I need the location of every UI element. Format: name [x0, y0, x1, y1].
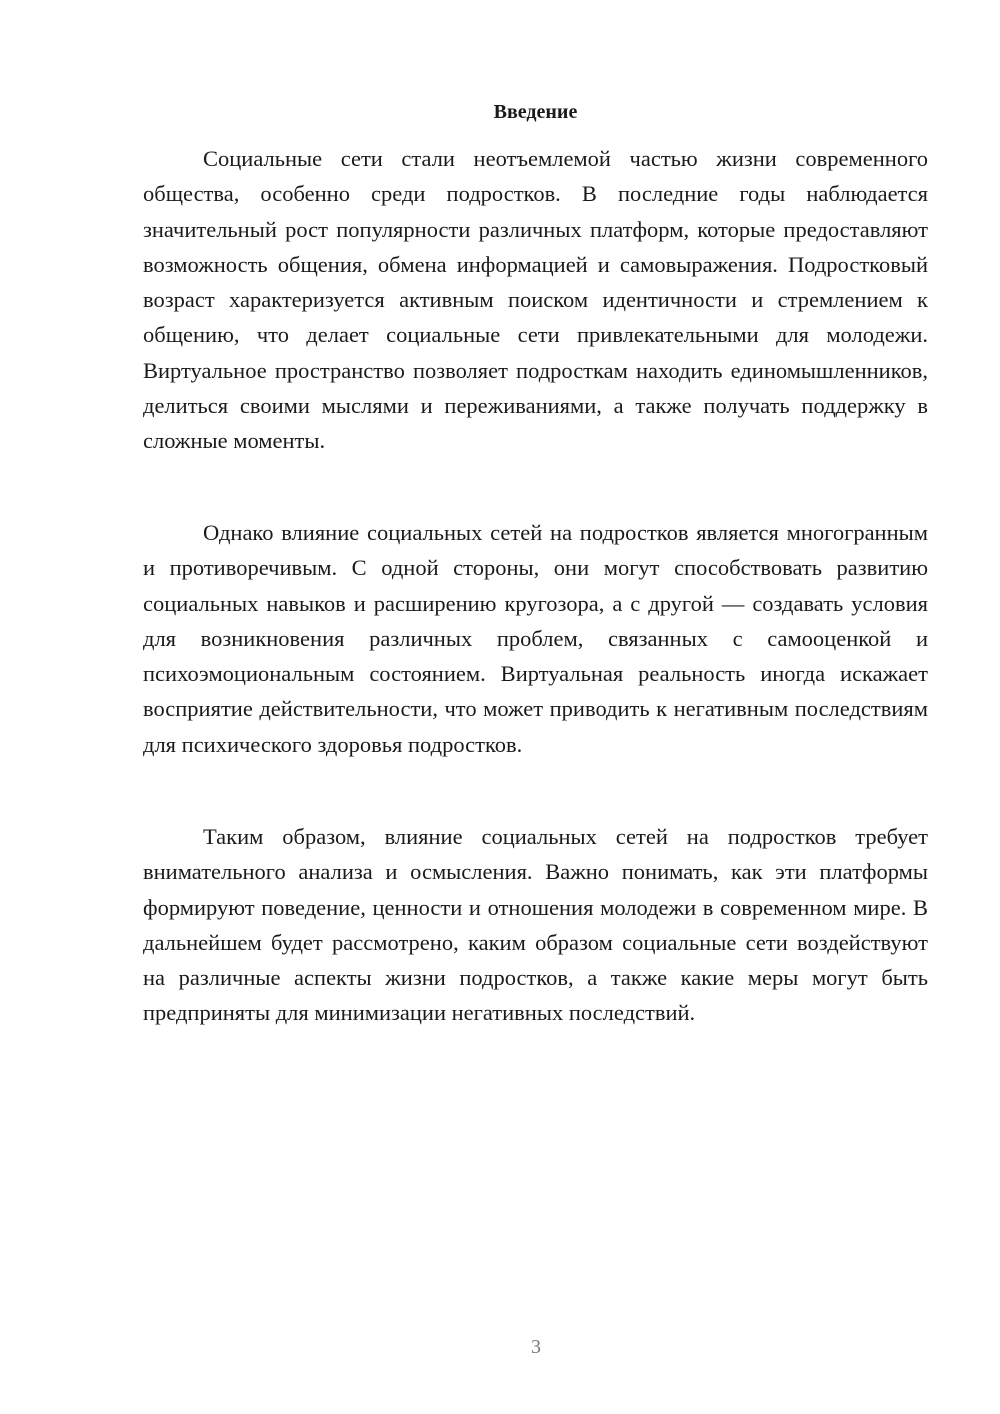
paragraph: Однако влияние социальных сетей на подростков является многогранным и противоречивым. С одной стороны, они могут способствовать развитию социальных навыков и расширению кругозора, а с другой — создавать условия для возникновения различных проблем, связанных с самооценкой и психоэмоциональным состоянием. Виртуальная реальность иногда искажает восприятие действительности, что может приводить к негативным последствиям для психического здоровья подростков.: [143, 520, 928, 757]
page-number: 3: [531, 1336, 541, 1358]
section-title: Введение: [493, 101, 578, 123]
paragraph: Социальные сети стали неотъемлемой частью жизни современного общества, особенно среди подростков. В последние годы наблюдается значительный рост популярности различных платформ, которые предоставляют возможность общения, обмена информацией и самовыражения. Подростковый возраст характеризуется активным поиском идентичности и стремлением к общению, что делает социальные сети привлекательными для молодежи. Виртуальное пространство позволяет подросткам находить единомышленников, делиться своими мыслями и переживаниями, а также получать поддержку в сложные моменты.: [143, 146, 928, 454]
paragraph: Таким образом, влияние социальных сетей на подростков требует внимательного анализа и осмысления. Важно понимать, как эти платформы формируют поведение, ценности и отношения молодежи в современном мире. В дальнейшем будет рассмотрено, каким образом социальные сети воздействуют на различные аспекты жизни подростков, а также какие меры могут быть предприняты для минимизации негативных последствий.: [143, 824, 928, 1026]
